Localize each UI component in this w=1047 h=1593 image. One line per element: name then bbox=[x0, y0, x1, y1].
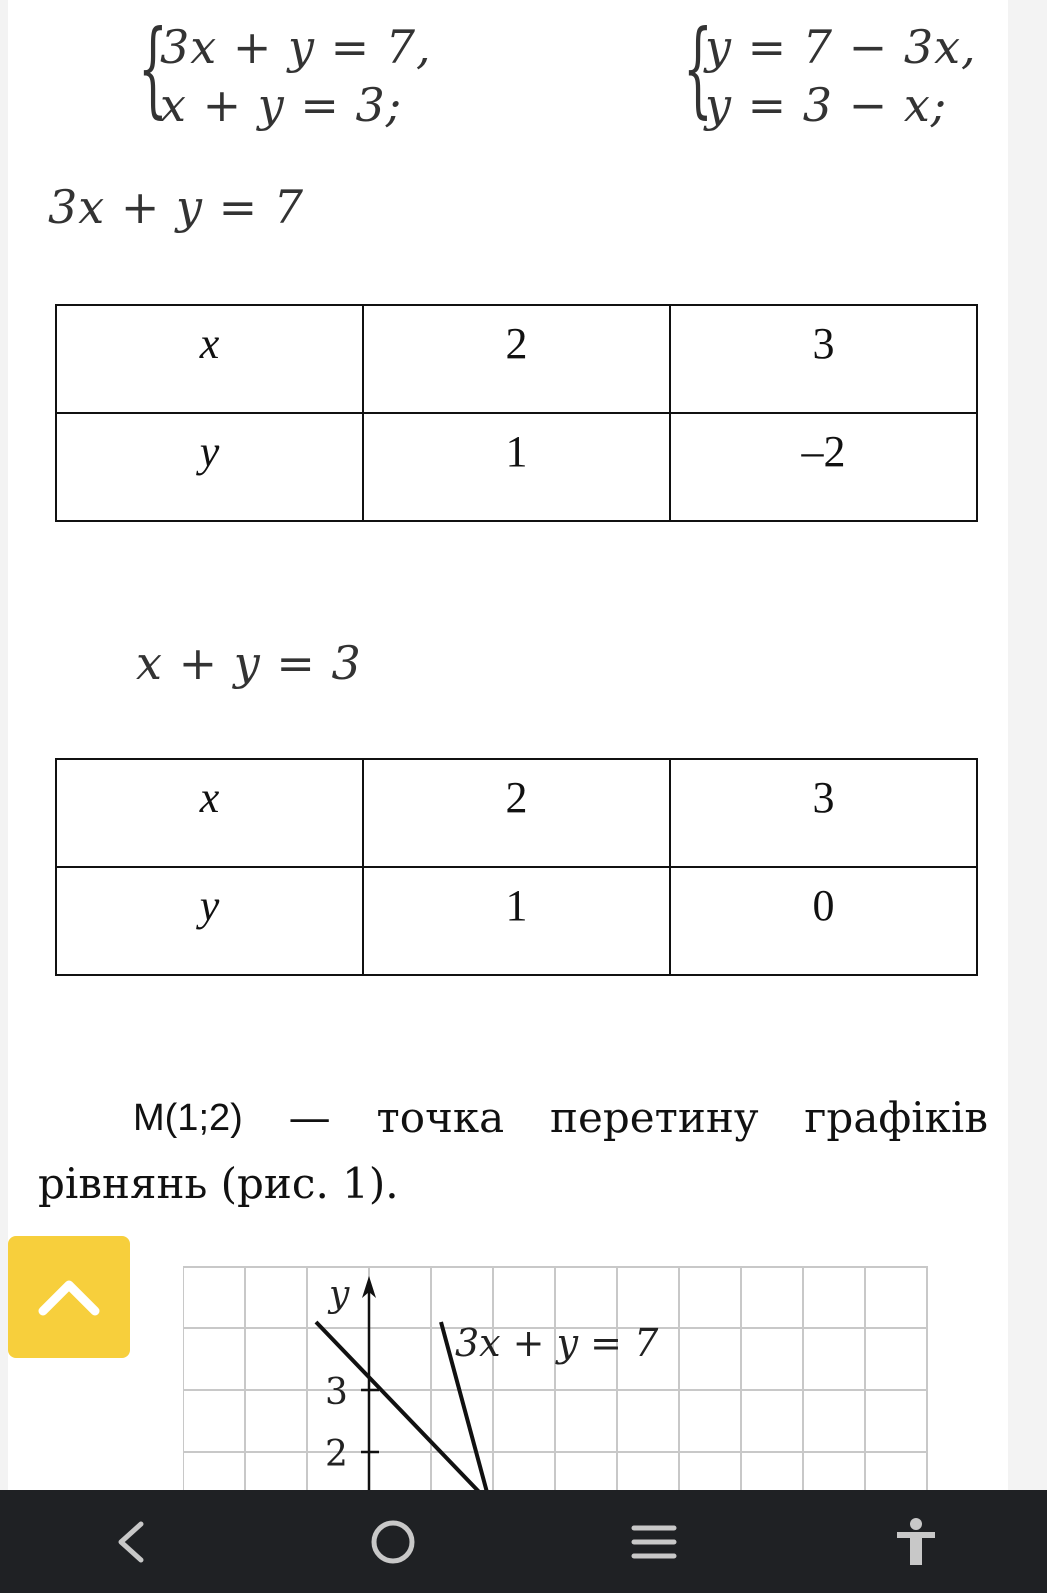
equation-system-right: { y = 7 − 3x, y = 3 − x; bbox=[683, 7, 977, 132]
table-cell: 2 bbox=[363, 759, 670, 867]
para-word: точка bbox=[376, 1093, 505, 1142]
back-icon bbox=[111, 1518, 151, 1566]
scroll-to-top-button[interactable] bbox=[8, 1236, 130, 1358]
back-button[interactable] bbox=[86, 1497, 176, 1587]
tick-label-2: 2 bbox=[325, 1434, 348, 1475]
para-word: графіків bbox=[804, 1093, 988, 1142]
table-cell: 1 bbox=[363, 413, 670, 521]
table-row bbox=[56, 759, 977, 867]
table-row bbox=[56, 867, 977, 975]
content-page bbox=[8, 0, 1008, 1490]
table-cell: y bbox=[56, 867, 363, 975]
home-button[interactable] bbox=[348, 1497, 438, 1587]
system-right-line2: y = 3 − x; bbox=[705, 78, 948, 132]
table-cell: 0 bbox=[670, 867, 977, 975]
table-cell: 2 bbox=[363, 305, 670, 413]
para-dash: — bbox=[288, 1093, 331, 1142]
table-cell: x bbox=[56, 759, 363, 867]
equation-system-left: { 3x + y = 7, x + y = 3; bbox=[138, 7, 432, 132]
table-cell: x bbox=[56, 305, 363, 413]
table-cell: –2 bbox=[670, 413, 977, 521]
para-word: перетину bbox=[550, 1093, 759, 1142]
table-row bbox=[56, 305, 977, 413]
intersection-point: M(1;2) bbox=[133, 1097, 243, 1139]
intersection-paragraph bbox=[38, 1085, 988, 1217]
accessibility-button[interactable] bbox=[871, 1497, 961, 1587]
values-table-2 bbox=[55, 758, 978, 976]
table-cell: 1 bbox=[363, 867, 670, 975]
android-navigation-bar bbox=[0, 1490, 1047, 1593]
line-label-3x-plus-y-7: 3x + y = 7 bbox=[455, 1321, 659, 1365]
equation-1-label: 3x + y = 7 bbox=[48, 180, 305, 234]
graph-figure bbox=[183, 1266, 928, 1490]
table-cell: 3 bbox=[670, 759, 977, 867]
system-right-line1: y = 7 − 3x, bbox=[705, 20, 977, 74]
accessibility-icon bbox=[894, 1517, 938, 1567]
menu-button[interactable] bbox=[609, 1497, 699, 1587]
table-cell: 3 bbox=[670, 305, 977, 413]
menu-icon bbox=[630, 1522, 678, 1562]
para-line-2: рівнянь (рис. 1). bbox=[38, 1159, 399, 1208]
table-row bbox=[56, 413, 977, 521]
tick-label-3: 3 bbox=[325, 1372, 348, 1413]
values-table-1 bbox=[55, 304, 978, 522]
chevron-up-icon bbox=[37, 1277, 101, 1317]
system-left-line1: 3x + y = 7, bbox=[160, 20, 432, 74]
table-cell: y bbox=[56, 413, 363, 521]
home-icon bbox=[368, 1517, 418, 1567]
y-axis-label: y bbox=[329, 1274, 350, 1315]
graph-grid bbox=[183, 1266, 927, 1490]
system-left-line2: x + y = 3; bbox=[160, 78, 403, 132]
equation-2-label: x + y = 3 bbox=[136, 636, 362, 690]
